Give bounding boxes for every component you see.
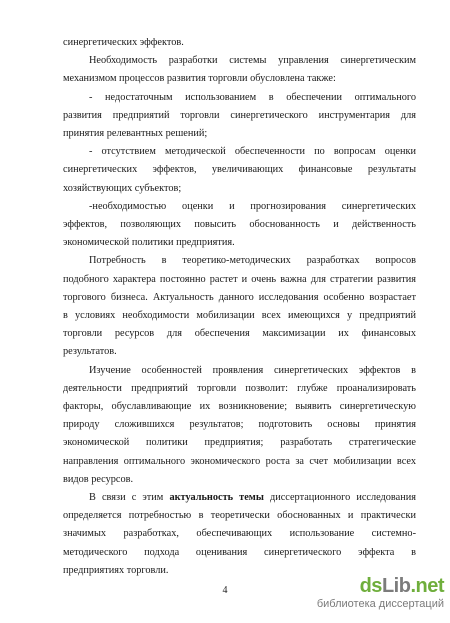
text-line: эффектов, позволяющих повысить обоснованность и действенность xyxy=(63,219,416,231)
text-line: результатов. xyxy=(63,346,117,358)
text-line: определяется потребностью в теоретически обоснованных и практически xyxy=(63,510,416,522)
text-line: развития предприятий торговли синергетического инструментария для xyxy=(63,109,416,121)
list-item-1 xyxy=(63,89,416,144)
text-line: видов ресурсов. xyxy=(63,473,134,485)
text-line: торговли ресурсов для обеспечения максимизации их финансовых xyxy=(63,328,416,340)
text-line: -необходимостью оценки и прогнозирования синергетических xyxy=(89,200,416,212)
text-line: - недостаточным использованием в обеспечении оптимального xyxy=(89,91,416,103)
text-line: хозяйствующих субъектов; xyxy=(63,182,182,194)
text-line: деятельности предприятий торговли позволит: глубже проанализировать xyxy=(63,382,416,394)
relevance-emphasis: актуальность темы xyxy=(169,492,264,504)
paragraph-necessity xyxy=(63,52,416,88)
text-line: экономической политики предприятия. xyxy=(63,237,235,249)
list-item-2 xyxy=(63,143,416,198)
watermark-logo-ds: ds xyxy=(359,575,382,597)
body-text xyxy=(63,34,416,580)
text-line: синергетических эффектов, увеличивающих финансовые результаты xyxy=(63,164,416,176)
paragraph-demand xyxy=(63,252,416,361)
text-line: Потребность в теоретико-методических разработках вопросов xyxy=(89,255,416,267)
text-line: подобного характера постоянно растет и очень важна для стратегии развития xyxy=(63,273,416,285)
page-number: 4 xyxy=(222,585,228,596)
text-line: факторы, обуславливающие их возникновение; выявить синергетическую xyxy=(63,401,416,413)
text-line: экономической политики предприятия; разработать стратегические xyxy=(63,437,416,449)
text-run: диссертационного исследования xyxy=(269,492,416,504)
text-line: принятия релевантных решений; xyxy=(63,128,208,140)
watermark-logo-net: .net xyxy=(410,575,444,597)
text-line: в условиях необходимости мобилизации всех имеющихся у предприятий xyxy=(63,310,416,322)
text-run: В связи с этим xyxy=(89,492,164,504)
paragraph-study xyxy=(63,362,416,489)
text-line: направления оптимального экономического роста за счет мобилизации всех xyxy=(63,455,416,467)
text-line: механизмом процессов развития торговли обусловлена также: xyxy=(63,73,336,85)
text-line: торгового бизнеса. Актуальность данного исследования особенно возрастает xyxy=(63,291,416,303)
text-line: предприятиях торговли. xyxy=(63,564,169,576)
watermark-logo-lib: Lib xyxy=(381,575,411,597)
text-line: синергетических эффектов. xyxy=(63,37,184,48)
watermark-subtitle: библиотека диссертаций xyxy=(316,598,444,610)
text-line: - отсутствием методической обеспеченности по вопросам оценки xyxy=(89,146,416,158)
text-line: природу сложившихся результатов; подготовить основы принятия xyxy=(63,419,416,431)
text-line: значимых разработках, обеспечивающих использование системно- xyxy=(63,528,416,540)
paragraph-intro-end xyxy=(63,34,416,52)
text-line: Изучение особенностей проявления синергетических эффектов в xyxy=(89,364,416,376)
text-line: Необходимость разработки системы управления синергетическим xyxy=(89,55,416,67)
text-line: методического подхода оценивания синергетического эффекта в xyxy=(63,546,416,558)
paragraph-relevance xyxy=(63,489,416,580)
text-line-mixed xyxy=(63,489,416,507)
list-item-3 xyxy=(63,198,416,253)
